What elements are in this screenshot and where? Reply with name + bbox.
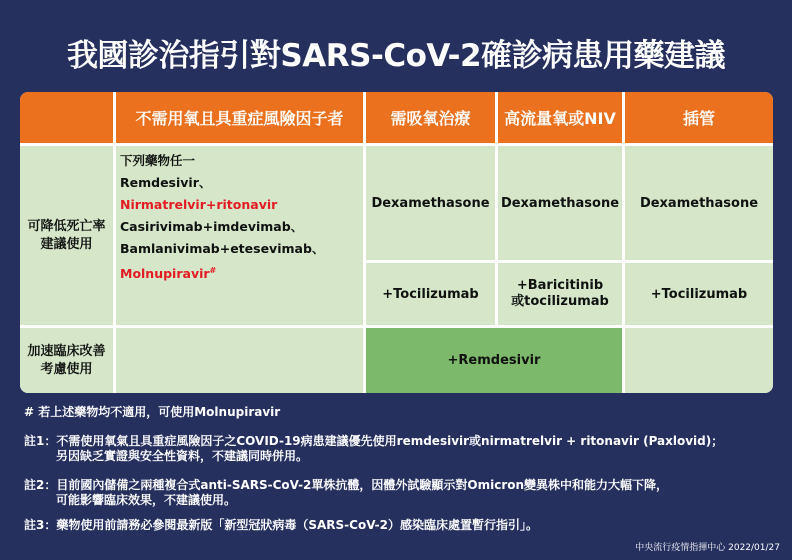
- list-item: [120, 172, 363, 216]
- label-line: 建議使用: [40, 236, 93, 252]
- cell-remdesivir: +Remdesivir: [366, 328, 622, 393]
- header-high-flow: 高流量氧或NIV: [498, 92, 622, 143]
- row-label-reduce-mortality: [20, 146, 113, 325]
- note-1: [24, 434, 723, 464]
- note-hash: # 若上述藥物均不適用，可使用Molnupiravir: [24, 405, 281, 419]
- header-no-oxygen: 不需用氧且具重症風險因子者: [116, 92, 363, 143]
- cell-line: 或tocilizumab: [511, 294, 609, 309]
- drug-molnupiravir: Molnupiravir: [120, 266, 210, 282]
- note-line: 註1：不需使用氧氣且具重症風險因子之COVID-19病患建議優先使用remdesivir或nirmatrelvir + ritonavir (Paxlovid)；: [24, 434, 724, 448]
- cell-bari-highflow: [498, 263, 622, 325]
- list-intro: 下列藥物任一: [120, 153, 196, 168]
- note-line: 可能影響臨床效果，不建議使用。: [56, 493, 237, 507]
- cell-dexa-highflow: Dexamethasone: [498, 146, 622, 260]
- cell-empty: [116, 328, 363, 393]
- list-item: Casirivimab+imdevimab、: [120, 219, 304, 234]
- drug-paxlovid: Nirmatrelvir+ritonavir: [120, 197, 278, 212]
- cell-empty: [625, 328, 773, 393]
- cell-toci-intubation: +Tocilizumab: [625, 263, 773, 325]
- note-line: 註2：目前國內儲備之兩種複合式anti-SARS-CoV-2單株抗體，因體外試驗顯示對Omicron變異株中和能力大幅下降，: [24, 478, 669, 492]
- drug-remdesivir: Remdesivir、: [120, 175, 212, 190]
- header-corner: [20, 92, 113, 143]
- label-line: 考慮使用: [40, 361, 93, 377]
- note-2: [24, 478, 668, 508]
- header-intubation: 插管: [625, 92, 773, 143]
- footnote-mark: #: [209, 266, 217, 275]
- cell-dexa-oxygen: Dexamethasone: [366, 146, 495, 260]
- cell-toci-oxygen: +Tocilizumab: [366, 263, 495, 325]
- footer-source: 中央流行疫情指揮中心 2022/01/27: [635, 543, 780, 553]
- cell-line: +Baricitinib: [516, 278, 604, 293]
- drug-list: [116, 146, 363, 325]
- note-3: 註3：藥物使用前請務必參閱最新版「新型冠狀病毒（SARS-CoV-2）感染臨床處置暫行指引」。: [24, 518, 538, 532]
- cell-dexa-intubation: Dexamethasone: [625, 146, 773, 260]
- label-line: 加速臨床改善: [27, 343, 106, 359]
- note-line: 另因缺乏實證與安全性資料，不建議同時併用。: [56, 449, 309, 463]
- label-line: 可降低死亡率: [27, 218, 106, 234]
- list-item: [120, 260, 216, 285]
- list-item: Bamlanivimab+etesevimab、: [120, 241, 325, 256]
- page-title: 我國診治指引對SARS-CoV-2確診病患用藥建議: [66, 38, 726, 74]
- header-oxygen: 需吸氧治療: [366, 92, 495, 143]
- row-label-accelerate: [20, 328, 113, 393]
- recommendation-table: [20, 92, 773, 393]
